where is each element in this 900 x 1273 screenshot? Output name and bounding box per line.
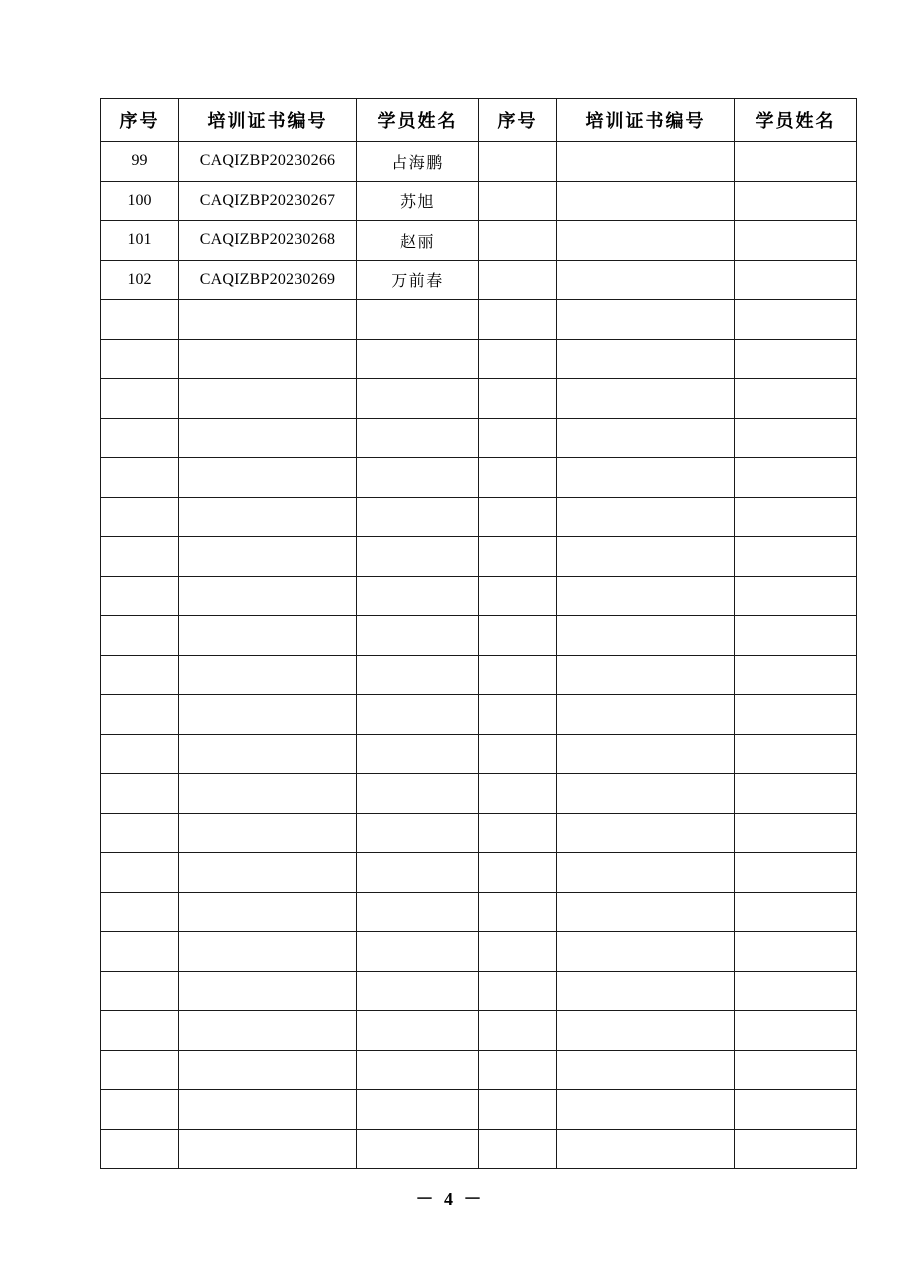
cell-index-left — [101, 1050, 179, 1090]
cell-index-right — [479, 932, 557, 972]
cell-index-left — [101, 774, 179, 814]
cell-certificate-right — [557, 853, 735, 893]
cell-student-name-right — [735, 300, 857, 340]
cell-index-right — [479, 458, 557, 498]
table-row — [101, 260, 857, 300]
cell-certificate-left — [179, 695, 357, 735]
cell-index-right — [479, 734, 557, 774]
cell-student-name-right — [735, 1090, 857, 1130]
cell-student-name-left — [357, 892, 479, 932]
cell-index-right — [479, 1011, 557, 1051]
table-row — [101, 1050, 857, 1090]
cell-index-right — [479, 379, 557, 419]
cell-certificate-left — [179, 853, 357, 893]
cell-student-name-right — [735, 260, 857, 300]
cell-index-right — [479, 695, 557, 735]
column-header-student-name-right: 学员姓名 — [735, 99, 857, 142]
table-row — [101, 655, 857, 695]
cell-student-name-left — [357, 655, 479, 695]
cell-index-left — [101, 458, 179, 498]
cell-student-name-right — [735, 497, 857, 537]
cell-certificate-left — [179, 1090, 357, 1130]
cell-certificate-right — [557, 339, 735, 379]
cell-index-left — [101, 1090, 179, 1130]
cell-certificate-right — [557, 695, 735, 735]
cell-certificate-left — [179, 734, 357, 774]
table-row — [101, 379, 857, 419]
cell-certificate-left — [179, 932, 357, 972]
cell-certificate-left: CAQIZBP20230269 — [179, 260, 357, 300]
cell-index-right — [479, 655, 557, 695]
cell-student-name-right — [735, 142, 857, 182]
cell-student-name-left — [357, 1090, 479, 1130]
cell-student-name-right — [735, 734, 857, 774]
cell-student-name-left — [357, 418, 479, 458]
cell-index-right — [479, 221, 557, 261]
cell-certificate-left — [179, 418, 357, 458]
table-row — [101, 932, 857, 972]
cell-student-name-right — [735, 339, 857, 379]
cell-index-right — [479, 142, 557, 182]
cell-student-name-right — [735, 853, 857, 893]
cell-student-name-right — [735, 932, 857, 972]
cell-certificate-left — [179, 892, 357, 932]
cell-index-right — [479, 1090, 557, 1130]
table-row — [101, 221, 857, 261]
cell-index-right — [479, 971, 557, 1011]
cell-index-left — [101, 300, 179, 340]
table-row — [101, 339, 857, 379]
cell-student-name-right — [735, 418, 857, 458]
cell-student-name-right — [735, 616, 857, 656]
cell-student-name-left — [357, 1011, 479, 1051]
table-row — [101, 142, 857, 182]
table-row — [101, 418, 857, 458]
cell-index-left — [101, 655, 179, 695]
cell-student-name-left — [357, 339, 479, 379]
cell-student-name-left — [357, 734, 479, 774]
cell-certificate-right — [557, 418, 735, 458]
cell-index-right — [479, 576, 557, 616]
cell-index-left — [101, 892, 179, 932]
cell-index-right — [479, 181, 557, 221]
cell-index-right — [479, 497, 557, 537]
cell-certificate-left — [179, 339, 357, 379]
cell-index-left: 99 — [101, 142, 179, 182]
cell-certificate-left — [179, 576, 357, 616]
cell-index-right — [479, 300, 557, 340]
cell-index-right — [479, 774, 557, 814]
cell-certificate-left — [179, 774, 357, 814]
table-body — [101, 142, 857, 1169]
cell-student-name-right — [735, 537, 857, 577]
table-row — [101, 1090, 857, 1130]
cell-certificate-right — [557, 181, 735, 221]
table-row — [101, 300, 857, 340]
cell-student-name-left: 万前春 — [357, 260, 479, 300]
table-row — [101, 813, 857, 853]
cell-index-left — [101, 1129, 179, 1169]
cell-student-name-right — [735, 576, 857, 616]
cell-index-right — [479, 1129, 557, 1169]
table-row — [101, 537, 857, 577]
cell-student-name-left — [357, 1050, 479, 1090]
cell-index-left — [101, 695, 179, 735]
cell-index-right — [479, 892, 557, 932]
table-row — [101, 616, 857, 656]
cell-certificate-right — [557, 892, 735, 932]
cell-student-name-right — [735, 379, 857, 419]
cell-certificate-right — [557, 221, 735, 261]
cell-certificate-left — [179, 655, 357, 695]
cell-index-left — [101, 418, 179, 458]
cell-student-name-left — [357, 813, 479, 853]
cell-certificate-left — [179, 1050, 357, 1090]
cell-student-name-left — [357, 379, 479, 419]
cell-student-name-left: 赵丽 — [357, 221, 479, 261]
cell-index-left — [101, 813, 179, 853]
cell-certificate-left: CAQIZBP20230267 — [179, 181, 357, 221]
cell-index-left — [101, 497, 179, 537]
cell-certificate-right — [557, 300, 735, 340]
cell-student-name-left — [357, 1129, 479, 1169]
cell-certificate-left — [179, 1129, 357, 1169]
cell-student-name-right — [735, 695, 857, 735]
cell-index-right — [479, 339, 557, 379]
cell-student-name-left — [357, 537, 479, 577]
cell-certificate-right — [557, 379, 735, 419]
cell-index-left — [101, 576, 179, 616]
cell-student-name-right — [735, 1129, 857, 1169]
cell-student-name-right — [735, 774, 857, 814]
cell-index-left — [101, 853, 179, 893]
table-row — [101, 695, 857, 735]
table-row — [101, 181, 857, 221]
table-row — [101, 458, 857, 498]
cell-student-name-left — [357, 576, 479, 616]
cell-index-right — [479, 260, 557, 300]
cell-index-left — [101, 932, 179, 972]
cell-student-name-left — [357, 497, 479, 537]
cell-certificate-left — [179, 379, 357, 419]
cell-index-left — [101, 1011, 179, 1051]
cell-index-right — [479, 537, 557, 577]
cell-student-name-right — [735, 892, 857, 932]
cell-index-right — [479, 616, 557, 656]
cell-certificate-right — [557, 655, 735, 695]
cell-index-left — [101, 339, 179, 379]
cell-student-name-left — [357, 932, 479, 972]
cell-certificate-left — [179, 616, 357, 656]
cell-student-name-right — [735, 813, 857, 853]
cell-certificate-right — [557, 497, 735, 537]
column-header-student-name-left: 学员姓名 — [357, 99, 479, 142]
cell-index-left: 102 — [101, 260, 179, 300]
cell-certificate-left — [179, 537, 357, 577]
cell-student-name-right — [735, 1011, 857, 1051]
cell-certificate-right — [557, 971, 735, 1011]
cell-student-name-left — [357, 300, 479, 340]
cell-certificate-right — [557, 1090, 735, 1130]
cell-student-name-left — [357, 853, 479, 893]
cell-index-right — [479, 418, 557, 458]
cell-certificate-right — [557, 260, 735, 300]
table-header-row — [101, 99, 857, 142]
cell-index-left — [101, 379, 179, 419]
cell-certificate-right — [557, 932, 735, 972]
table-row — [101, 971, 857, 1011]
cell-student-name-left — [357, 458, 479, 498]
cell-certificate-right — [557, 813, 735, 853]
table-row — [101, 576, 857, 616]
cell-student-name-right — [735, 971, 857, 1011]
cell-index-left — [101, 537, 179, 577]
cell-index-right — [479, 1050, 557, 1090]
cell-index-left — [101, 734, 179, 774]
table-row — [101, 892, 857, 932]
cell-student-name-left: 苏旭 — [357, 181, 479, 221]
cell-student-name-left — [357, 616, 479, 656]
cell-certificate-left — [179, 813, 357, 853]
cell-certificate-right — [557, 537, 735, 577]
table-row — [101, 497, 857, 537]
column-header-certificate-left: 培训证书编号 — [179, 99, 357, 142]
cell-student-name-right — [735, 655, 857, 695]
table-row — [101, 853, 857, 893]
cell-certificate-left — [179, 300, 357, 340]
cell-student-name-left — [357, 695, 479, 735]
cell-certificate-right — [557, 734, 735, 774]
cell-index-left — [101, 971, 179, 1011]
cell-certificate-right — [557, 576, 735, 616]
cell-student-name-right — [735, 1050, 857, 1090]
cell-student-name-right — [735, 458, 857, 498]
column-header-index-right: 序号 — [479, 99, 557, 142]
column-header-index-left: 序号 — [101, 99, 179, 142]
cell-student-name-left — [357, 774, 479, 814]
cell-certificate-right — [557, 142, 735, 182]
cell-certificate-right — [557, 616, 735, 656]
cell-certificate-left — [179, 1011, 357, 1051]
cell-student-name-right — [735, 221, 857, 261]
cell-student-name-left — [357, 971, 479, 1011]
page-number: － 4 － — [415, 1189, 485, 1209]
table-header — [101, 99, 857, 142]
cell-index-left: 100 — [101, 181, 179, 221]
table-row — [101, 734, 857, 774]
cell-certificate-left — [179, 458, 357, 498]
cell-certificate-left — [179, 971, 357, 1011]
cell-student-name-right — [735, 181, 857, 221]
cell-certificate-left: CAQIZBP20230268 — [179, 221, 357, 261]
cell-certificate-left — [179, 497, 357, 537]
cell-certificate-right — [557, 1011, 735, 1051]
table-row — [101, 1011, 857, 1051]
cell-index-left: 101 — [101, 221, 179, 261]
cell-certificate-right — [557, 774, 735, 814]
cell-certificate-right — [557, 458, 735, 498]
cell-index-right — [479, 853, 557, 893]
table-row — [101, 774, 857, 814]
column-header-certificate-right: 培训证书编号 — [557, 99, 735, 142]
cell-student-name-left: 占海鹏 — [357, 142, 479, 182]
cell-certificate-right — [557, 1050, 735, 1090]
cell-index-left — [101, 616, 179, 656]
cell-certificate-right — [557, 1129, 735, 1169]
cell-certificate-left: CAQIZBP20230266 — [179, 142, 357, 182]
cell-index-right — [479, 813, 557, 853]
table-row — [101, 1129, 857, 1169]
certificate-table — [100, 98, 857, 1169]
